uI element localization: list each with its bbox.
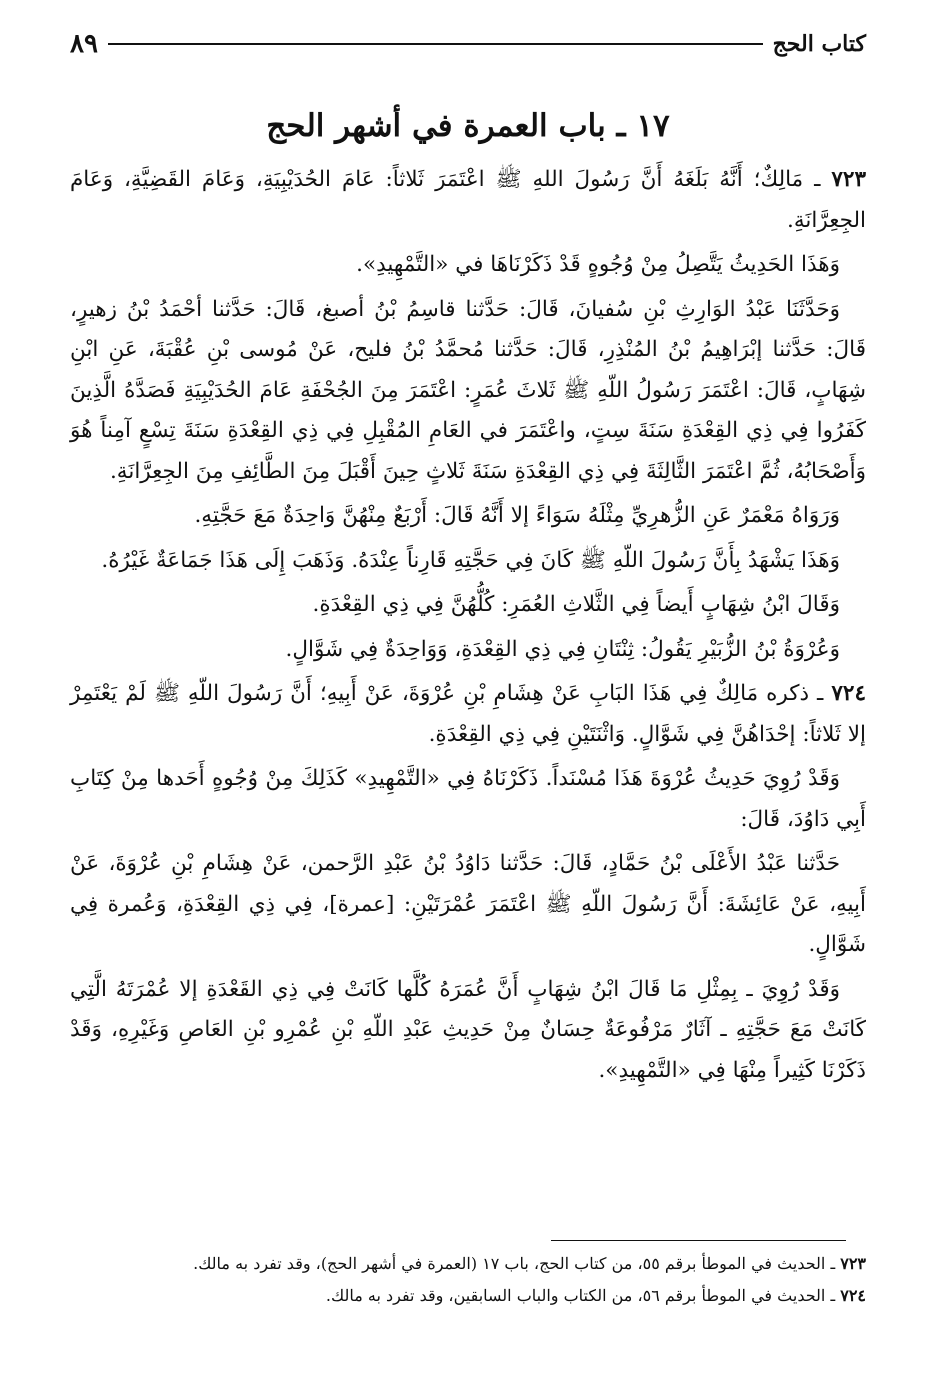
paragraph-text: وَهَذَا الحَدِيثُ يَتَّصِلُ مِنْ وُجُوهٍ قَدْ ذَكَرْنَاهَا في «التَّمْهِيدِ». <box>356 252 840 277</box>
paragraph <box>70 541 866 582</box>
footnote-723 <box>70 1250 866 1278</box>
paragraph-text: ـ ذكره مَالِكٌ فِي هَذَا البَابِ عَنْ هِشَامِ بْنِ عُرْوَةَ، عَنْ أَبِيهِ؛ أَنَّ رَسُولَ اللّهِ ﷺ لَمْ يَعْتَمِرْ إلا ثَلاثاً: إحْدَاهُنَّ فِي شَوَّالٍ. وَاثْنَتَيْنِ فِي ذِي القِعْدَةِ. <box>70 681 866 747</box>
main-text <box>70 160 866 1095</box>
header-rule <box>108 43 763 45</box>
hadith-number: ٧٢٣ <box>831 167 866 192</box>
paragraph <box>70 759 866 840</box>
footnote-divider <box>551 1240 846 1241</box>
paragraph-hadith-724 <box>70 674 866 755</box>
chapter-title: ١٧ ـ باب العمرة في أشهر الحج <box>266 108 670 144</box>
page-number: ٨٩ <box>70 29 98 59</box>
paragraph <box>70 630 866 671</box>
paragraph <box>70 496 866 537</box>
paragraph <box>70 970 866 1092</box>
paragraph-text: وَقَدْ رُوِيَ حَدِيثُ عُرْوَةَ هَذَا مُسْنَداً. ذَكَرْنَاهُ فِي «التَّمْهِيدِ» كَذَلِكَ مِنْ وُجُوهٍ أَحَدها مِنْ كِتَابِ أَبِي دَاوُدَ، قَالَ: <box>70 766 866 832</box>
paragraph-text: ـ مَالِكٌ؛ أَنَّهُ بَلَغَهُ أَنَّ رَسُولَ اللهِ ﷺ اعْتَمَرَ ثَلاثاً: عَامَ الحُدَيْبِيَةِ، وَعَامَ القَضِيَّةِ، وَعَامَ الجِعِرَّانَةِ. <box>70 167 866 233</box>
paragraph <box>70 844 866 966</box>
book-name: كتاب الحج <box>772 31 866 57</box>
paragraph-text: وَرَوَاهُ مَعْمَرٌ عَنِ الزُّهرِيِّ مِثْلَهُ سَوَاءً إلا أَنَّهُ قَالَ: أَرْبَعٌ مِنْهُنَّ وَاحِدَةٌ مَعَ حَجَّتِهِ. <box>194 503 840 528</box>
footnote-text: ـ الحديث في الموطأ برقم ٥٦، من الكتاب والباب السابقين، وقد تفرد به مالك. <box>325 1286 841 1305</box>
paragraph-hadith-723 <box>70 160 866 241</box>
paragraph <box>70 585 866 626</box>
paragraph-text: وَهَذَا يَشْهَدُ بِأَنَّ رَسُولَ اللّهِ ﷺ كَانَ فِي حَجَّتِهِ قَارِناً عِنْدَهُ. وَذَهَبَ إِلَى هَذَا جَمَاعَةٌ غَيْرُهُ. <box>101 547 840 573</box>
hadith-number: ٧٢٤ <box>831 681 866 706</box>
paragraph <box>70 245 866 286</box>
paragraph-text: وَقَالَ ابْنُ شِهَابٍ أَيضاً فِي الثَّلاثِ العُمَرِ: كُلُّهُنَّ فِي ذِي القِعْدَةِ. <box>312 592 840 617</box>
paragraph-text: حَدَّثنا عَبْدُ الأَعْلَى بْنُ حَمَّادٍ، قَالَ: حَدَّثنا دَاوُدُ بْنُ عَبْدِ الرَّحمن، عَنْ هِشَامِ بْنِ عُرْوَةَ، عَنْ أَبِيهِ، عَنْ عَائِشَةَ: أَنَّ رَسُولَ اللّهِ ﷺ اعْتَمَرَ عُمْرَتَيْنِ: [عمرة]، فِي ذِي القِعْدَةِ، وَعُمرة فِي شَوَّالٍ. <box>70 851 866 957</box>
footnote-724 <box>70 1282 866 1310</box>
footnote-number: ٧٢٣ <box>840 1254 866 1273</box>
running-header <box>70 24 866 64</box>
paragraph <box>70 290 866 493</box>
footnote-text: ـ الحديث في الموطأ برقم ٥٥، من كتاب الحج، باب ١٧ (العمرة في أشهر الحج)، وقد تفرد به مالك. <box>193 1254 841 1273</box>
paragraph-text: وَعُرْوَةُ بْنُ الزُّبَيْرِ يَقُولُ: ثِنْتَانِ فِي ذِي القِعْدَةِ، وَوَاحِدَةٌ فِي شَوَّالٍ. <box>285 636 840 662</box>
footnotes <box>70 1250 866 1314</box>
paragraph-text: وَقَدْ رُوِيَ ـ بِمِثْلِ مَا قَالَ ابْنُ شِهَابٍ أَنَّ عُمَرَهُ كُلَّها كَانَتْ فِي ذِي القَعْدَةِ إلا عُمْرَتَهُ الَّتِي كَانَتْ مَعَ حَجَّتِهِ ـ آثَارٌ مَرْفُوعَةٌ حِسَانٌ مِنْ حَدِيثِ عَبْدِ اللّهِ بْنِ عُمْرِو بْنِ العَاصِ وَغَيْرِهِ، وَقَدْ ذَكَرْنَا كَثِيراً مِنْهَا فِي «التَّمْهِيدِ». <box>70 976 866 1083</box>
footnote-number: ٧٢٤ <box>840 1286 866 1305</box>
paragraph-text: وَحَدَّثَنَا عَبْدُ الوَارِثِ بْنِ سُفيانَ، قَالَ: حَدَّثنا قاسِمُ بْنُ أصبغ، قَالَ: حَدَّثنا أحْمَدُ بْنُ زهيرٍ، قَالَ: حَدَّثنا إبْرَاهِيمُ بْنُ المُنْذِرِ، قَالَ: حَدَّثنا مُحمَّدُ بْنُ فليح، عَنْ مُوسى بْنِ عُقْبَةَ، عَنِ ابْنِ شِهَابٍ، قَالَ: اعْتَمَرَ رَسُولُ اللّهِ ﷺ ثَلاثَ عُمَرٍ: اعْتَمَرَ مِنَ الجُحْفَةِ عَامَ الحُدَيْبِيَةِ فَصَدَّهُ الَّذِينَ كَفَرُوا فِي ذِي القِعْدَةِ سَنَةَ سِتٍ، واعْتَمَرَ في العَامِ المُقْبِلِ فِي ذِي القِعْدَةِ سَنَةَ تِسْعٍ آمِناً هُوَ وَأَصْحَابُهُ، ثُمَّ اعْتَمَرَ الثَّالِثَةَ فِي ذِي القِعْدَةِ سَنَةَ ثَلاثٍ حِينَ أَقْبَلَ مِنَ الطَّائِفِ مِنَ الجِعِرَّانَةِ. <box>70 296 866 484</box>
